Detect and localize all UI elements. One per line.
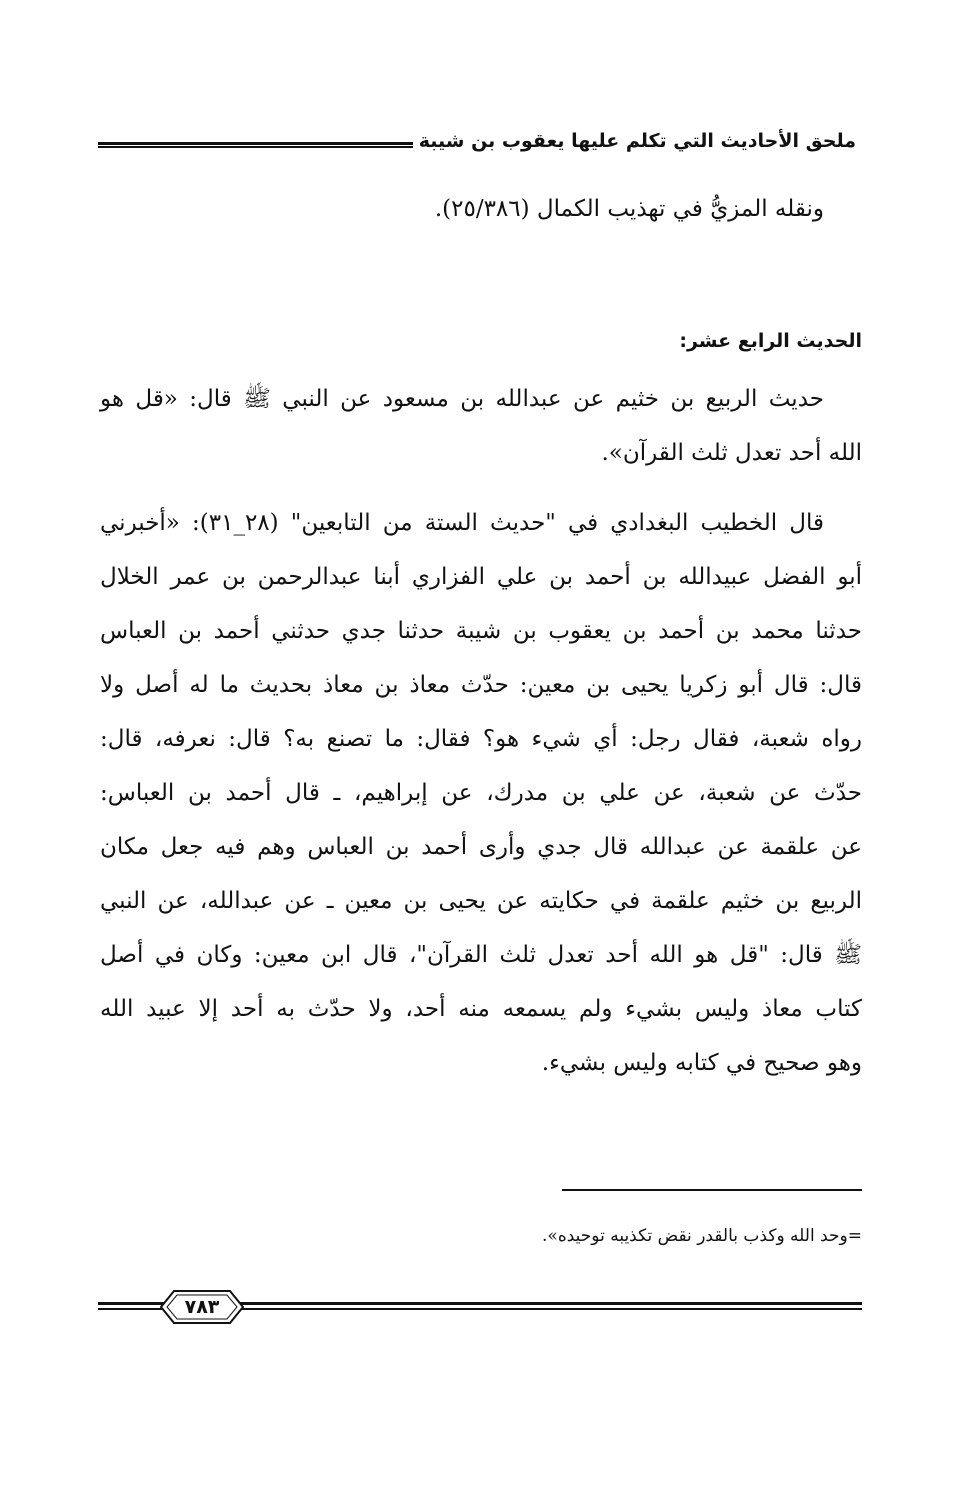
commentary-line: كتاب معاذ وليس بشيء ولم يسمعه منه أحد، ولا حدّث به أحد إلا عبيد الله [100, 996, 862, 1022]
commentary-line: رواه شعبة، فقال رجل: أي شيء هو؟ فقال: ما تصنع به؟ قال: نعرفه، قال: [100, 726, 862, 752]
commentary-line: حدثنا محمد بن أحمد بن يعقوب بن شيبة حدثنا جدي حدثني أحمد بن العباس [100, 618, 862, 644]
page-number: ٧٨٣ [184, 1296, 220, 1318]
hadith-paragraph [100, 372, 862, 480]
commentary-line: عن علقمة عن عبدالله قال جدي وأرى أحمد بن العباس وهم فيه جعل مكان [100, 834, 862, 860]
commentary-line: قال الخطيب البغدادي في "حديث الستة من التابعين" (٢٨_٣١): «أخبرني [100, 510, 824, 536]
header-rule-end [98, 142, 160, 148]
footnote: =وحد الله وكذب بالقدر نقض تكذيبه توحيده». [542, 1226, 862, 1246]
commentary-line: أبو الفضل عبيدالله بن أحمد بن علي الفزاري أبنا عبدالرحمن بن عمر الخلال [100, 564, 862, 590]
commentary-line: قال: قال أبو زكريا يحيى بن معين: حدّث معاذ بن معاذ بحديث ما له أصل ولا [100, 672, 862, 698]
intro-line: ونقله المزيُّ في تهذيب الكمال (٢٥/٣٨٦). [434, 196, 824, 222]
commentary-line: ﷺ قال: "قل هو الله أحد تعدل ثلث القرآن"، قال ابن معين: وكان في أصل [100, 942, 862, 968]
footnote-separator [562, 1189, 862, 1191]
commentary-paragraph [100, 496, 862, 1090]
hadith-line: الله أحد تعدل ثلث القرآن». [601, 440, 862, 466]
running-header-title: ملحق الأحاديث التي تكلم عليها يعقوب بن شيبة [413, 130, 862, 152]
commentary-line: الربيع بن خثيم علقمة في حكايته عن يحيى بن معين ـ عن عبدالله، عن النبي [100, 888, 862, 914]
running-header [98, 128, 862, 172]
commentary-line: حدّث عن شعبة، عن علي بن مدرك، عن إبراهيم، ـ قال أحمد بن العباس: [100, 780, 862, 806]
commentary-line: وهو صحيح في كتابه وليس بشيء. [541, 1050, 862, 1076]
section-heading: الحديث الرابع عشر: [679, 330, 862, 352]
hadith-line: حديث الربيع بن خثيم عن عبدالله بن مسعود عن النبي ﷺ قال: «قل هو [100, 386, 824, 412]
